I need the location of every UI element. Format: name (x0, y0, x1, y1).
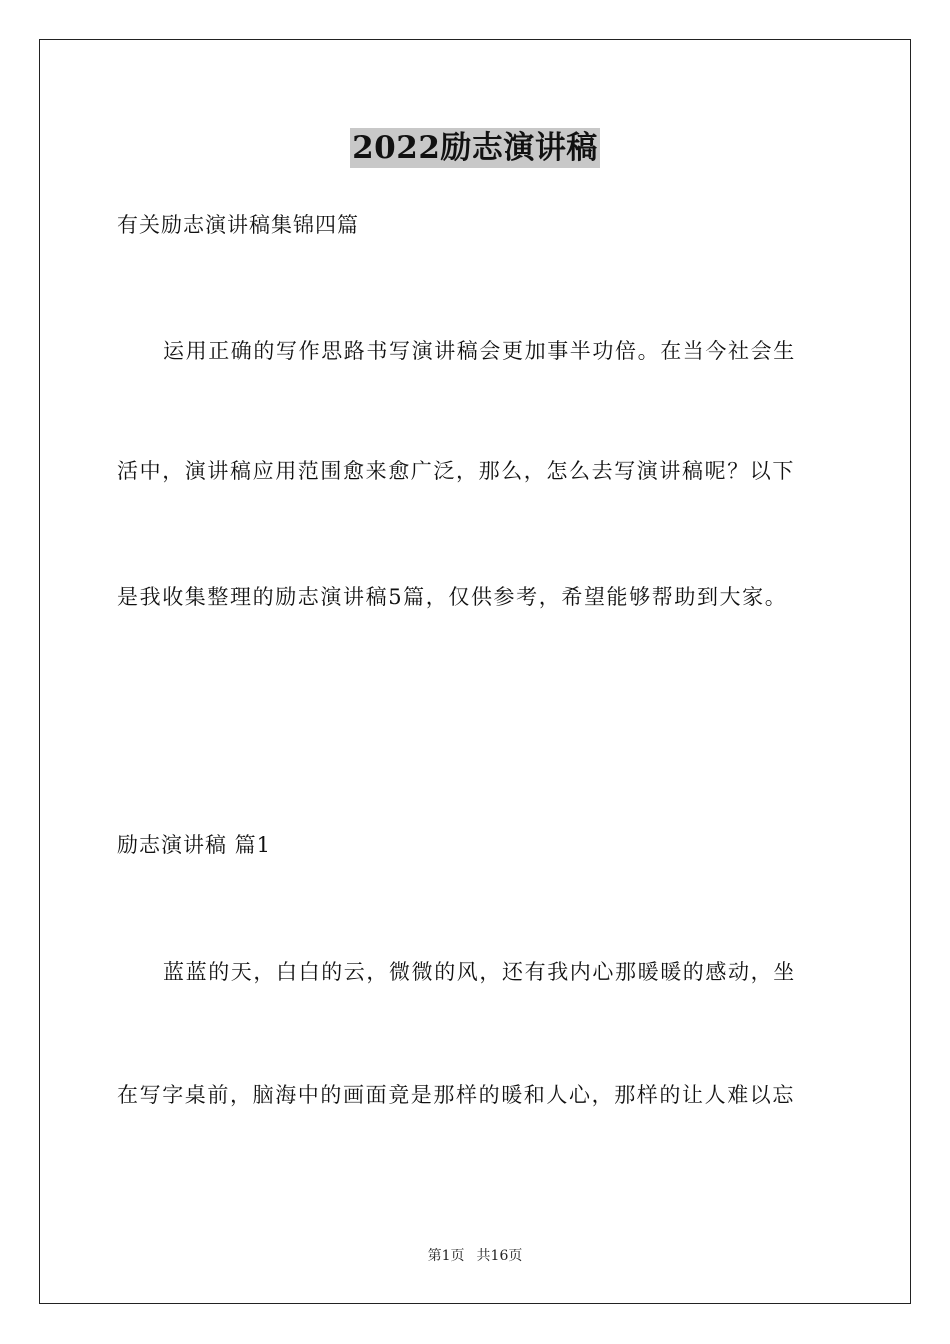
section-heading: 励志演讲稿 篇1 (117, 833, 272, 857)
intro-line: 运用正确的写作思路书写演讲稿会更加事半功倍。在当今社会生 (163, 339, 796, 363)
page-total: 共16页 (476, 1248, 523, 1264)
document-subtitle: 有关励志演讲稿集锦四篇 (117, 213, 359, 237)
title-container (0, 128, 950, 168)
intro-line: 活中，演讲稿应用范围愈来愈广泛，那么，怎么去写演讲稿呢？以下 (117, 459, 795, 483)
section-line: 蓝蓝的天，白白的云，微微的风，还有我内心那暖暖的感动，坐 (163, 960, 796, 984)
document-title: 2022励志演讲稿 (352, 130, 598, 166)
page-footer (0, 1247, 950, 1265)
intro-line: 是我收集整理的励志演讲稿5篇，仅供参考，希望能够帮助到大家。 (117, 585, 788, 609)
section-line: 在写字桌前，脑海中的画面竟是那样的暖和人心，那样的让人难以忘 (117, 1083, 795, 1107)
page-number: 第1页 (427, 1248, 465, 1264)
